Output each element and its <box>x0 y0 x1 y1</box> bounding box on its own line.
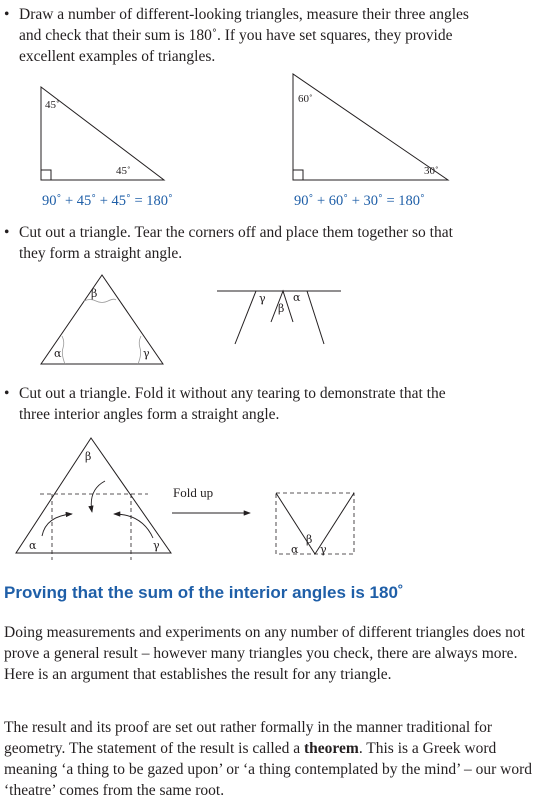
beta-label: β <box>85 450 92 463</box>
angle-label-top-left: 45˚ <box>45 99 60 111</box>
beta-label: β <box>91 287 98 300</box>
bullet-symbol: • <box>4 224 10 241</box>
folding-figures <box>0 430 545 565</box>
tear-line-left <box>62 336 65 364</box>
tear-line-right <box>138 336 141 364</box>
alpha-label: α <box>29 539 37 552</box>
angle-label-top-right: 60˚ <box>298 93 313 105</box>
equation-45: 90˚ + 45˚ + 45˚ = 180˚ <box>42 193 173 209</box>
folded-triangle-outline <box>276 493 354 554</box>
gamma-label: γ <box>153 539 160 552</box>
alpha-label: α <box>54 347 62 360</box>
bullet-3-line-1: Cut out a triangle. Fold it without any tearing to demonstrate that the <box>19 385 446 402</box>
gamma-label: γ <box>320 543 327 556</box>
folded-rectangle <box>276 493 354 554</box>
theorem-term: theorem <box>304 740 359 757</box>
bullet-symbol: • <box>4 385 10 402</box>
fold-triangle <box>16 438 171 553</box>
gamma-label: γ <box>259 292 266 305</box>
alpha-label: α <box>291 543 299 556</box>
corner-edge <box>307 291 324 344</box>
right-angle-mark <box>293 170 303 180</box>
fold-arrow <box>91 481 105 512</box>
bullet-2-line-2: they form a straight angle. <box>19 245 183 262</box>
paragraph-1: Doing measurements and experiments on any number of different triangles does not prove a general result – however many triangles you check, there are always more. Here is an argument that establishes the result for any triangle. <box>4 624 525 683</box>
section-heading: Proving that the sum of the interior angles is 180˚ <box>4 583 404 602</box>
bullet-2-line-1: Cut out a triangle. Tear the corners off and place them together so that <box>19 224 453 241</box>
bullet-symbol: • <box>4 6 10 23</box>
right-angle-mark <box>41 170 51 180</box>
fold-arrow <box>42 514 72 536</box>
fold-arrow <box>114 514 153 538</box>
corner-edge <box>235 291 256 344</box>
torn-corners-figures <box>0 268 545 373</box>
angle-label-bottom-right: 30˚ <box>424 165 439 177</box>
bullet-1-line-3: excellent examples of triangles. <box>19 48 216 65</box>
angle-label-bottom-left: 45˚ <box>116 165 131 177</box>
beta-label: β <box>278 302 285 315</box>
tear-line-top <box>84 299 116 302</box>
equation-30-60: 90˚ + 60˚ + 30˚ = 180˚ <box>294 193 425 209</box>
set-square-figures <box>0 70 545 185</box>
alpha-label: α <box>293 291 301 304</box>
bullet-1-line-2: and check that their sum is 180˚. If you have set squares, they provide <box>19 27 453 44</box>
beta-label: β <box>306 533 313 546</box>
paragraph-2-start: The result and its proof are set out rather formally in the manner traditional for geometry. The statement of the result is called a <box>4 719 493 757</box>
bullet-1-line-1: Draw a number of different-looking triangles, measure their three angles <box>19 6 469 23</box>
paragraph-2-end: . This is a Greek word meaning ‘a thing to be gazed upon’ or ‘a thing contemplated by the mind’ – our word ‘theatre’ comes from the same root. <box>4 740 532 799</box>
gamma-label: γ <box>143 347 150 360</box>
fold-up-label: Fold up <box>173 485 214 500</box>
bullet-3-line-2: three interior angles form a straight angle. <box>19 406 280 423</box>
paragraph-2 <box>4 717 534 801</box>
